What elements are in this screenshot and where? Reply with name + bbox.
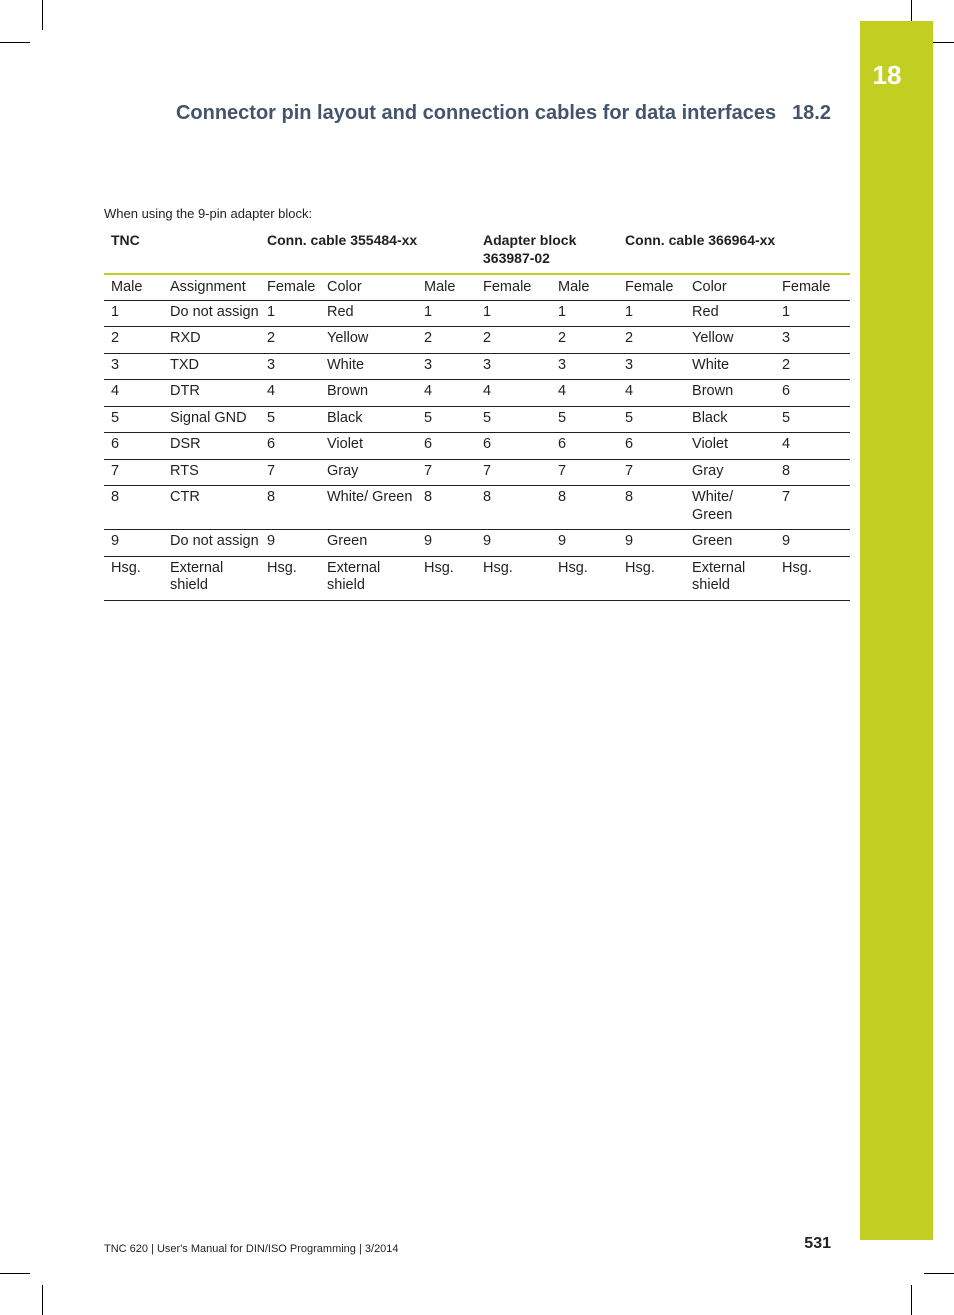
table-cell: Brown xyxy=(327,383,369,399)
table-cell: 3 xyxy=(424,356,433,373)
table-cell: 7 xyxy=(782,489,791,505)
table-cell: Do not assign xyxy=(170,533,259,549)
table-cell: 5 xyxy=(424,409,433,426)
column-header: Color xyxy=(692,279,727,295)
table-cell: Hsg. xyxy=(424,559,454,576)
chapter-number: 18 xyxy=(872,60,902,90)
table-cell: Gray xyxy=(327,462,359,479)
table-cell: 9 xyxy=(782,533,791,549)
column-header: Female xyxy=(267,279,316,295)
table-cell: 2 xyxy=(782,356,791,373)
table-cell: 5 xyxy=(782,409,791,426)
table-row xyxy=(104,327,850,354)
column-header: Female xyxy=(782,279,831,295)
table-cell: 9 xyxy=(558,533,567,549)
intro-text: When using the 9-pin adapter block: xyxy=(104,206,313,221)
table-cell: DTR xyxy=(170,383,200,399)
crop-mark xyxy=(911,1285,912,1315)
table-cell: 3 xyxy=(558,356,567,373)
group-header: Adapter block 363987-02 xyxy=(483,232,577,266)
table-cell: Green xyxy=(327,533,368,549)
footer-text: TNC 620 | User's Manual for DIN/ISO Programming | 3/2014 xyxy=(104,1243,399,1255)
column-header: Female xyxy=(483,279,532,295)
table-cell: 4 xyxy=(558,383,567,399)
table-cell: 1 xyxy=(483,303,492,320)
table-cell: 4 xyxy=(625,383,634,399)
table-row xyxy=(104,556,850,600)
table-cell: Hsg. xyxy=(782,559,812,576)
table-cell: 1 xyxy=(424,303,433,320)
table-cell: 6 xyxy=(267,436,276,452)
table-cell: 4 xyxy=(782,436,791,452)
table-cell: RXD xyxy=(170,330,201,346)
table-cell: White xyxy=(327,356,365,373)
table-cell: Violet xyxy=(327,436,364,452)
crop-mark xyxy=(0,42,30,43)
table-cell: Yellow xyxy=(327,330,369,346)
table-cell: Brown xyxy=(692,383,734,399)
table-row xyxy=(104,433,850,460)
table-cell: Hsg. xyxy=(558,559,588,576)
table-cell: 3 xyxy=(267,356,276,373)
table-cell: 5 xyxy=(558,409,567,426)
table-cell: 6 xyxy=(625,436,634,452)
table-cell: 3 xyxy=(483,356,492,373)
table-cell: White/ Green xyxy=(692,489,734,523)
table-cell: 9 xyxy=(267,533,276,549)
table-cell: 7 xyxy=(424,462,433,479)
table-cell: 4 xyxy=(267,383,276,399)
table-cell: Hsg. xyxy=(111,559,141,576)
table-cell: External shield xyxy=(327,559,381,593)
table-cell: Gray xyxy=(692,462,724,479)
table-row xyxy=(104,353,850,380)
group-header-row xyxy=(104,230,850,274)
table-cell: 3 xyxy=(625,356,634,373)
table-cell: CTR xyxy=(170,489,200,505)
table-cell: 4 xyxy=(111,383,120,399)
table-cell: 2 xyxy=(483,330,492,346)
table-cell: 9 xyxy=(483,533,492,549)
table-cell: 9 xyxy=(424,533,433,549)
page-header xyxy=(0,102,831,125)
chapter-tab xyxy=(860,21,933,1240)
table-row xyxy=(104,380,850,407)
page-number: 531 xyxy=(804,1235,831,1252)
table-row xyxy=(104,406,850,433)
table-cell: Violet xyxy=(692,436,729,452)
table-cell: 1 xyxy=(558,303,567,320)
table-cell: 7 xyxy=(267,462,276,479)
table-cell: Signal GND xyxy=(170,409,247,426)
table-cell: Red xyxy=(327,303,354,320)
table-cell: 1 xyxy=(625,303,634,320)
table-row xyxy=(104,486,850,530)
table-cell: Black xyxy=(327,409,363,426)
table-cell: 8 xyxy=(782,462,791,479)
table-cell: 8 xyxy=(111,489,120,505)
table-row xyxy=(104,300,850,327)
table-cell: White/ Green xyxy=(327,489,413,505)
table-cell: Green xyxy=(692,533,733,549)
table-cell: 1 xyxy=(111,303,120,320)
table-cell: TXD xyxy=(170,356,199,373)
table-cell: Hsg. xyxy=(483,559,513,576)
table-cell: 6 xyxy=(424,436,433,452)
table-cell: 8 xyxy=(424,489,433,505)
table-cell: 5 xyxy=(483,409,492,426)
table-cell: 2 xyxy=(267,330,276,346)
table-cell: Black xyxy=(692,409,728,426)
table-cell: 5 xyxy=(267,409,276,426)
table-cell: 7 xyxy=(111,462,120,479)
header-title: Connector pin layout and connection cables for data interfaces xyxy=(175,102,777,124)
crop-mark xyxy=(924,1273,954,1274)
crop-mark xyxy=(42,0,43,30)
table-cell: 7 xyxy=(558,462,567,479)
table-cell: 8 xyxy=(625,489,634,505)
table-cell: 7 xyxy=(483,462,492,479)
table-cell: 9 xyxy=(111,533,120,549)
table-cell: Red xyxy=(692,303,719,320)
table-cell: External shield xyxy=(692,559,746,593)
table-cell: White xyxy=(692,356,730,373)
table-cell: External shield xyxy=(170,559,224,593)
crop-mark xyxy=(0,1273,30,1274)
group-header: TNC xyxy=(111,232,140,248)
group-header: Conn. cable 366964-xx xyxy=(625,232,776,248)
group-header: Conn. cable 355484-xx xyxy=(267,232,418,248)
table-cell: 2 xyxy=(424,330,433,346)
column-header: Male xyxy=(111,279,143,295)
column-header: Assignment xyxy=(170,279,246,295)
table-cell: Hsg. xyxy=(625,559,655,576)
table-cell: 8 xyxy=(558,489,567,505)
table-cell: 1 xyxy=(782,303,791,320)
column-header: Male xyxy=(558,279,590,295)
table-cell: 4 xyxy=(424,383,433,399)
table-cell: 5 xyxy=(111,409,120,426)
table-cell: DSR xyxy=(170,436,201,452)
column-header: Color xyxy=(327,279,362,295)
table-cell: Hsg. xyxy=(267,559,297,576)
table-cell: 6 xyxy=(111,436,120,452)
table-cell: 7 xyxy=(625,462,634,479)
pin-layout-table xyxy=(104,230,850,601)
column-header: Female xyxy=(625,279,674,295)
table-cell: 1 xyxy=(267,303,276,320)
table-row xyxy=(104,459,850,486)
table-cell: 2 xyxy=(111,330,120,346)
crop-mark xyxy=(42,1285,43,1315)
table-cell: 4 xyxy=(483,383,492,399)
table-cell: Do not assign xyxy=(170,303,259,320)
table-cell: 8 xyxy=(267,489,276,505)
table-cell: 5 xyxy=(625,409,634,426)
table-cell: 6 xyxy=(558,436,567,452)
column-header: Male xyxy=(424,279,456,295)
table-cell: RTS xyxy=(170,462,199,479)
table-cell: 8 xyxy=(483,489,492,505)
header-section: 18.2 xyxy=(792,102,831,124)
table-cell: 2 xyxy=(558,330,567,346)
table-cell: 2 xyxy=(625,330,634,346)
table-cell: 6 xyxy=(782,383,791,399)
table-cell: Yellow xyxy=(692,330,734,346)
column-header-row xyxy=(104,274,850,300)
table-cell: 9 xyxy=(625,533,634,549)
table-cell: 6 xyxy=(483,436,492,452)
table-cell: 3 xyxy=(782,330,791,346)
table-cell: 3 xyxy=(111,356,120,373)
table-row xyxy=(104,530,850,557)
